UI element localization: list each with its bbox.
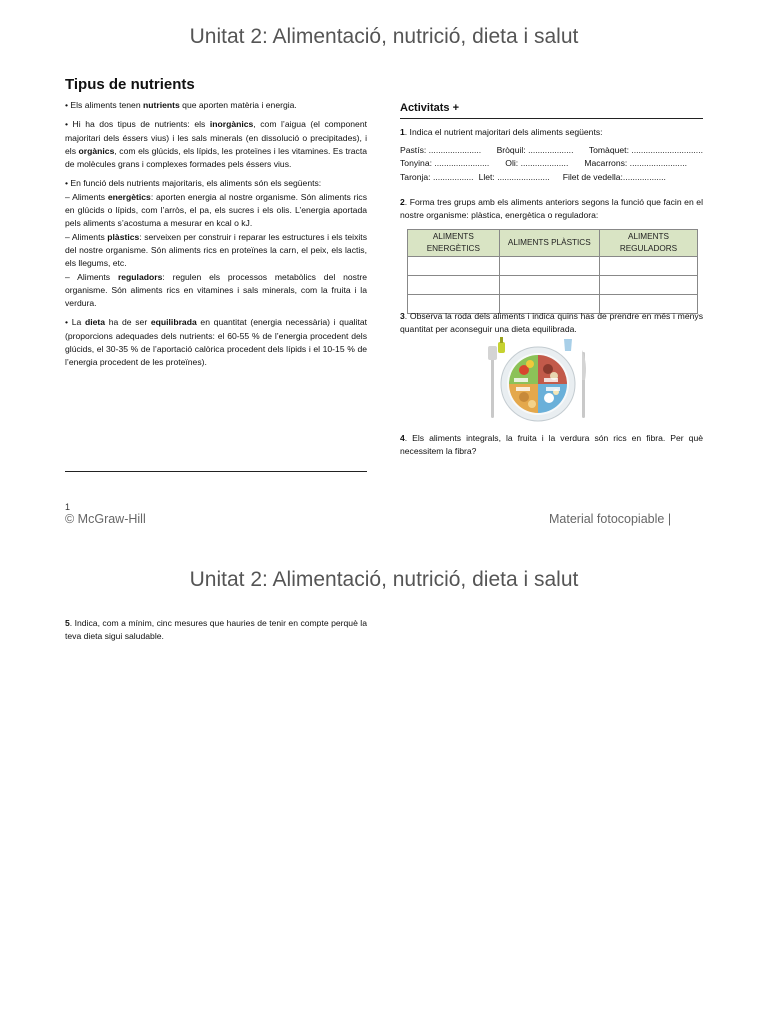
section-title: Tipus de nutrients bbox=[65, 76, 195, 93]
paragraph-plastic-foods: – Aliments plàstics: serveixen per construir i reparar les estructures i els teixits del nostre organisme. Són aliments rics en proteïnes la carn, el peix, els lactis, els llegums, etc. bbox=[65, 231, 367, 269]
footer-photocopiable: Material fotocopiable | bbox=[549, 512, 672, 526]
table-cell[interactable] bbox=[499, 257, 599, 276]
table-cell[interactable] bbox=[499, 276, 599, 295]
food-blank: Pastís: ...................... bbox=[400, 145, 482, 155]
foods-row bbox=[400, 144, 703, 157]
table-header: ALIMENTS ENERGÈTICS bbox=[408, 230, 500, 257]
table-row bbox=[408, 257, 698, 276]
food-blank: Tonyina: ....................... bbox=[400, 158, 490, 169]
food-blank: Oli: .................... bbox=[505, 158, 569, 169]
paragraph-energetic-foods: – Aliments energètics: aporten energia al nostre organisme. Són aliments rics en glúcids o lípids, com l’arròs, el pa, els sucres i els olis. L’energia aportada pels aliments s’acostuma a mesurar en kcal o kJ. bbox=[65, 191, 367, 229]
paragraph-food-types-intro: • En funció dels nutrients majoritaris, els aliments són els següents: bbox=[65, 178, 322, 189]
question-3: 3. Observa la roda dels aliments i indica quins has de prendre en més i menys quantitat per aconseguir una dieta equilibrada. bbox=[400, 311, 703, 335]
question-5: 5. Indica, com a mínim, cinc mesures que hauries de tenir en compte perquè la teva dieta sigui saludable. bbox=[65, 618, 367, 642]
foods-row bbox=[400, 171, 703, 184]
food-blank: Filet de vedella:.................. bbox=[562, 171, 666, 182]
food-plate-illustration bbox=[486, 334, 590, 422]
table-cell[interactable] bbox=[408, 257, 500, 276]
food-blank: Taronja: ................. bbox=[400, 171, 474, 182]
food-blank: Tomàquet: .............................. bbox=[588, 145, 703, 155]
food-blank: Macarrons: ........................ bbox=[584, 158, 687, 169]
question-1: 1. Indica el nutrient majoritari dels aliments següents: bbox=[400, 127, 603, 137]
table-row bbox=[408, 276, 698, 295]
water-glass-icon bbox=[564, 339, 572, 351]
table-cell[interactable] bbox=[599, 257, 697, 276]
food-blank: Llet: ...................... bbox=[478, 171, 550, 182]
fork-icon bbox=[488, 346, 497, 418]
page-number: 1 bbox=[65, 502, 71, 512]
activities-divider bbox=[400, 118, 703, 119]
paragraph-diet: • La dieta ha de ser equilibrada en quantitat (energia necessària) i qualitat (proporcions adequades dels nutrients: el 60-55 % de l’energia procedent dels glúcids, el 30-35 % de l’aportació calòrica procedent dels lípids i el 10-15 % de l’energia procedent de les proteïnes). bbox=[65, 317, 367, 368]
left-divider bbox=[65, 471, 367, 472]
oil-bottle-icon bbox=[498, 337, 505, 353]
paragraph-nutrients: • Els aliments tenen nutrients que aporten matèria i energia. bbox=[65, 100, 297, 110]
page-title: Unitat 2: Alimentació, nutrició, dieta i salut bbox=[189, 25, 579, 48]
table-cell[interactable] bbox=[408, 276, 500, 295]
left-column-text bbox=[65, 99, 367, 370]
question-4: 4. Els aliments integrals, la fruita i la verdura són rics en fibra. Per què necessitem la fibra? bbox=[400, 433, 703, 457]
table-header-row bbox=[408, 230, 698, 257]
knife-icon bbox=[582, 350, 586, 418]
table-cell[interactable] bbox=[599, 276, 697, 295]
foods-list bbox=[400, 144, 703, 184]
table-header: ALIMENTS PLÀSTICS bbox=[499, 230, 599, 257]
paragraph-regulator-foods: – Aliments reguladors: regulen els processos metabòlics del nostre organisme. Són aliments rics en vitamines i sals minerals, com la fruita i la verdura. bbox=[65, 271, 367, 309]
paragraph-nutrient-types: • Hi ha dos tipus de nutrients: els inorgànics, com l’aigua (el component majoritari dels éssers vius) i les sals minerals (en dissolució o precipitades), i els orgànics, com els glúcids, els lípids, les proteïnes i les vitamines. Es tracta de molècules grans i complexes formades pels éssers vius. bbox=[65, 119, 368, 170]
foods-row bbox=[400, 157, 703, 170]
activities-title: Activitats + bbox=[400, 102, 459, 114]
page-title-2: Unitat 2: Alimentació, nutrició, dieta i salut bbox=[189, 568, 579, 591]
footer-copyright: © McGraw-Hill bbox=[65, 512, 146, 526]
food-blank: Bròquil: ................... bbox=[496, 145, 574, 155]
table-header: ALIMENTS REGULADORS bbox=[599, 230, 697, 257]
food-groups-table bbox=[407, 229, 698, 314]
question-2: 2. Forma tres grups amb els aliments anteriors segons la funció que facin en el nostre organisme: plàstica, energètica o reguladora: bbox=[400, 197, 703, 221]
